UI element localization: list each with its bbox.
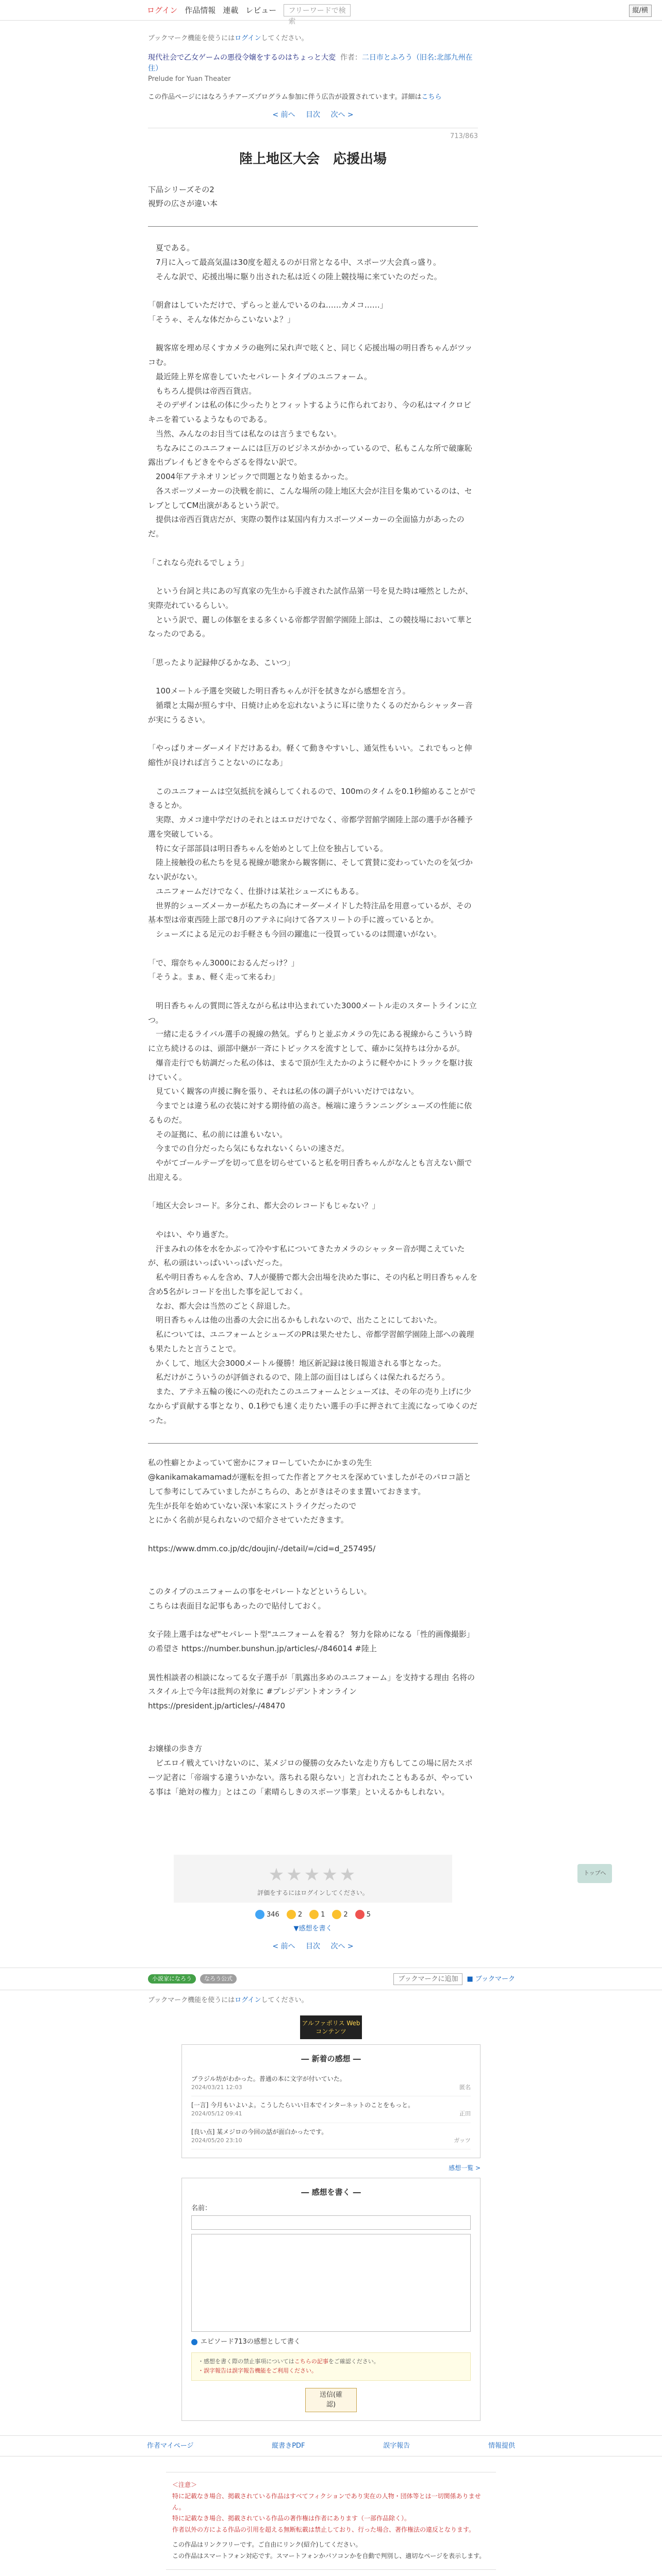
paragraph: 特に女子部部員は明日香ちゃんを始めとして上位を独占している。: [148, 843, 388, 853]
paragraph: [148, 570, 478, 584]
footer-nav: [0, 2435, 662, 2457]
paragraph: このタイプのユニフォームの事をセパレートなどというらしい。: [148, 1587, 372, 1596]
paragraph: 観客席を埋め尽くすカメラの砲列に呆れ声で呟くと、同じく応援出場の明日香ちゃんがツッコむ。: [148, 343, 473, 367]
paragraph: [148, 1213, 478, 1228]
prev-link[interactable]: < 前へ: [272, 110, 295, 119]
paragraph: このユニフォームは空気抵抗を減らしてくれるので、100mのタイムを0.1秒縮めることができるとか。: [148, 786, 476, 810]
paragraph: こちらは表面目な記事もあったので貼付しておく。: [148, 1601, 326, 1611]
radio-icon: [191, 2339, 197, 2345]
official-pill[interactable]: なろう公式: [200, 1974, 237, 1984]
paragraph: [148, 1799, 478, 1814]
pager-top: [148, 110, 478, 121]
smile-icon: [287, 1910, 296, 1919]
star-eyes-icon: [309, 1910, 319, 1919]
narou-pill[interactable]: 小説家になろう: [148, 1974, 196, 1984]
paragraph: [148, 1714, 478, 1728]
paragraph: かくして、地区大会3000メートル優勝！地区新記録は後日報道される事となった。: [148, 1358, 446, 1368]
paragraph: ユニフォームだけでなく、仕掛けは某社シューズにもある。: [148, 886, 363, 896]
paragraph: 最近陸上界を席巻していたセパレートタイプのユニフォーム。: [148, 371, 372, 381]
pager-bottom: [148, 1941, 478, 1952]
thumbs-up-icon: [255, 1910, 264, 1919]
next-link[interactable]: 次へ >: [330, 110, 354, 119]
reaction-great[interactable]: 1: [309, 1910, 325, 1920]
reviews-panel: [181, 2044, 481, 2158]
author-page-link[interactable]: 作者マイページ: [147, 2442, 194, 2450]
pdf-link[interactable]: 縦書きPDF: [272, 2442, 305, 2450]
paragraph: また、アテネ五輪の後にへの売れたこのユニフォームとシューズは、その年の売り上げに少なからず貢献する事となり、0.1秒でも速く走りたい選手の手に押されて主流になってゆくのだった。: [148, 1387, 477, 1425]
episode-body: [148, 241, 478, 1428]
paragraph: という訳で、麗しの体躯をまる多くいる帝都学習館学園陸上部は、この競技場において華となったのである。: [148, 615, 473, 639]
paragraph: [148, 1814, 478, 1828]
paragraph: [148, 641, 478, 656]
list-item[interactable]: [一言] 今月もいよいよ。こうしたらいい日本でインターネットのことをもっと。 2024/05/12 09:41 正田: [191, 2096, 471, 2123]
reaction-cute[interactable]: 2: [287, 1910, 302, 1920]
reaction-like[interactable]: 346: [255, 1910, 279, 1920]
paragraph: [148, 1528, 478, 1542]
search-input[interactable]: フリーワードで検索: [284, 4, 351, 16]
heart-icon: [355, 1910, 365, 1919]
paragraph: @kanikamakamamadが運転を担ってた作者とアクセスを深めていましたがそのパロコ語として参考にしてみていましたがこちらの、あとがきはそのまま置いておきます。: [148, 1472, 472, 1496]
reviews-heading: ― 新着の感想 ―: [301, 2054, 361, 2063]
episode-number: 713/863: [450, 132, 478, 140]
paragraph: 世界的シューズメーカーが私たちの為にオーダーメイドした特注品を用意っているが、その基本型は帝東西陸上部で8月のアテネに向けて各アスリートの手に渡っているとか。: [148, 901, 472, 925]
laugh-icon: [332, 1910, 341, 1919]
page-top-button[interactable]: トップへ: [577, 1864, 612, 1883]
write-review-link[interactable]: ▼感想を書く: [293, 1925, 333, 1933]
paragraph: https://president.jp/articles/-/48470: [148, 1701, 286, 1710]
paragraph: 「朝倉はしていただけで、ずらっと並んでいるのね……カメコ……」: [148, 300, 388, 310]
series-subtitle: Prelude for Yuan Theater: [148, 75, 231, 83]
bookmark-notice-2: ブックマーク機能を使うにはログインしてください。: [148, 1996, 308, 2004]
paragraph: 爆音走行でも妨調だった私の体は、まるで頂が生えたかのように軽やかにトラックを駆け抜けていく。: [148, 1058, 473, 1082]
paragraph: 「やっぱりオーダーメイドだけあるわ。軽くて動きやすいし、通気性もいい。これでもっと伸縮性が良ければ言うことないのになあ」: [148, 743, 472, 767]
nav-review[interactable]: レビュー: [245, 5, 277, 15]
series-title[interactable]: 現代社会で乙女ゲームの悪役令嬢をするのはちょっと大変 作者：二日市とふろう（旧名:北部九州在住）: [148, 53, 473, 73]
paragraph: 2004年アテネオリンピックで問題となり始まるかった。: [148, 472, 353, 481]
paragraph: 見ていく観客の声援に胸を張り、それは私の体の調子がいいだけではない。: [148, 1087, 419, 1096]
paragraph: 陸上接触役の私たちを見る視線が聴衆から観客側に、そして賞賛に変わっていたのを気づかない訳がない。: [148, 858, 473, 882]
divider: [148, 226, 478, 227]
ad-notice: この作品ページにはなろうチアーズプログラム参加に伴う広告が設置されています。詳細はこちら: [148, 93, 442, 101]
paragraph: 汗まみれの体を水をかぶって冷やす私についてきたカメラのシャッター音が聞こえていたが、私の頭はいっぱいいっぱいだった。: [148, 1244, 465, 1268]
paragraph: 明日香ちゃんは他の出番の大会に出るかもしれないので、出たことにしておいた。: [148, 1315, 442, 1325]
reviews-more-link[interactable]: 感想一覧 >: [449, 2164, 481, 2172]
paragraph: その証拠に、私の前には誰もいない。: [148, 1129, 288, 1139]
vertical-toggle-button[interactable]: 縦/横: [629, 5, 652, 17]
paragraph: やがてゴールテープを切って息を切らせていると私を明日香ちゃんがなんとも言えない顔で出迎える。: [148, 1158, 472, 1182]
ad-notice-link[interactable]: こちら: [421, 93, 442, 101]
paragraph: https://www.dmm.co.jp/dc/doujin/-/detail/=/cid=d_257495/: [148, 1544, 376, 1553]
paragraph: 私や明日香ちゃんを含め、7人が優勝で都大会出場を決めた事に、その内私と明日香ちゃんを含め5名がレコードを出した事を記しておく。: [148, 1273, 477, 1296]
paragraph: 私については、ユニフォームとシューズのPRは果たせたし、帝都学習館学園陸上部への義理も果たしたと言うことで。: [148, 1330, 474, 1353]
typo-report-link[interactable]: 誤字報告: [383, 2442, 410, 2450]
paragraph: 「そうよ。まぁ、軽く走って来るわ」: [148, 972, 280, 982]
paragraph: 一緒に走るライバル選手の視線の熱気。ずらりと並ぶカメラの先にある視線からこういう時に立ち続けるのは、頭部中継が一斉にトピックスを流すとして、確かに気持ちは分かるが。: [148, 1029, 473, 1053]
paragraph: [148, 985, 478, 999]
paragraph: お嬢様の歩き方: [148, 1744, 203, 1754]
paragraph: という台詞と共にあの写真家の先生から手渡された試作品第一号を見た時は唖然としたが、実際売れているらしい。: [148, 586, 473, 610]
notice-login-link[interactable]: ログイン: [235, 35, 261, 42]
bookmark-input[interactable]: ブックマークに追加: [393, 1973, 462, 1986]
paragraph: 「思ったより記録伸びるかなあ、こいつ」: [148, 657, 295, 667]
form-warning: ・感想を書く際の禁止事項についてはこちらの記事をご確認ください。 ・誤字報告は誤字報告機能をご利用ください。: [191, 2352, 471, 2381]
paragraph: [148, 1728, 478, 1742]
reaction-funny[interactable]: 2: [332, 1910, 347, 1920]
paragraph: 「で、瑠奈ちゃん3000におるんだっけ？」: [148, 958, 299, 968]
paragraph: 先生が長年を始めていない深い本家にストライクだったので: [148, 1501, 357, 1511]
paragraph: [148, 1656, 478, 1671]
shop-logo[interactable]: アルファポリス Webコンテンツ: [300, 2015, 362, 2039]
review-form: [181, 2178, 481, 2421]
paragraph: 私の性癖とかよっていて密かにフォローしていたかにかまの先生: [148, 1458, 372, 1468]
list-item[interactable]: [良い点] 某メジロの今回の話が面白かったです。 2024/05/20 23:10 ガッツ: [191, 2123, 471, 2150]
paragraph: 明日香ちゃんの質問に答えながら私は申込まれていた3000メートル走のスタートラインに立つ。: [148, 1001, 477, 1025]
list-item[interactable]: ブラジル坊がわかった。普通の本に文字が付いていた。 2024/03/21 12:03 匿名: [191, 2070, 471, 2097]
paragraph: 実際、カメコ達中学だけのそれとはエロだけでなく、帝都学習館学園陸上部の選手が各種予選を突破している。: [148, 815, 473, 839]
name-input[interactable]: [191, 2215, 471, 2230]
paragraph: 7月に入って最高気温は30度を超えるのが日常となる中、スポーツ大会真っ盛り。: [148, 257, 441, 267]
next-link[interactable]: 次へ >: [330, 1942, 354, 1951]
paragraph: 異性相談者の相談になってる女子選手が「肌露出多めのユニフォーム」を支持する理由 名将のスタイル上で今年は批判の対象に #プレジデントオンライン: [148, 1672, 475, 1697]
paragraph: [148, 541, 478, 556]
prev-link[interactable]: < 前へ: [272, 1942, 295, 1951]
reaction-love[interactable]: 5: [355, 1910, 371, 1920]
name-label: 名前：: [191, 2204, 212, 2212]
divider: [148, 1443, 478, 1444]
bookmark-notice: ブックマーク機能を使うにはログインしてください。: [148, 35, 308, 42]
paragraph: やはい、やり過ぎた。: [148, 1229, 234, 1239]
paragraph: 今までとは違う私の衣装に対する期待値の高さ。極端に違うランニングシューズの性能に依るものだ。: [148, 1101, 472, 1125]
nav-info[interactable]: 作品情報: [185, 5, 216, 15]
paragraph: [148, 727, 478, 742]
paragraph: 女子陸上選手はなぜ"セパレート型"ユニフォームを着る？ 努力を除めになる「性的画像撮影」の希望さ https://number.bunshun.jp/articles/-/846014 #陸上: [148, 1630, 474, 1653]
paragraph: 私だけがこういうのが評価されるので、陸上部の面目はしばらくは保たれるだろう。: [148, 1372, 450, 1382]
paragraph: そんな訳で、応援出場に駆り出された私は近くの陸上競技場に来ていたのだった。: [148, 272, 442, 281]
paragraph: なお、都大会は当然のごとく辞退した。: [148, 1301, 295, 1311]
login-link[interactable]: ログイン: [147, 5, 178, 15]
rating-note: 評価をするにはログインしてください。: [257, 1889, 369, 1896]
form-heading: ― 感想を書く ―: [301, 2188, 361, 2197]
star-rating-icon[interactable]: ★★★★★: [268, 1864, 358, 1885]
submit-button[interactable]: 送信(確認): [305, 2388, 357, 2412]
paragraph: [148, 1614, 478, 1628]
paragraph: 各スポーツメーカーの決戦を前に、こんな場所の陸上地区大会が注目を集めているのは、セレブとしてCM出演があるという訳で。: [148, 486, 472, 510]
toc-link[interactable]: 目次: [306, 1942, 320, 1951]
afterword: [148, 1456, 478, 1842]
paragraph: [148, 770, 478, 785]
paragraph: 「地区大会レコード。多分これ、都大会のレコードもじゃない？」: [148, 1201, 380, 1211]
paragraph: そのデザインは私の体に少ったりとフィットするように作られており、今の私はマイクロビキニを着ているようなものである。: [148, 400, 471, 424]
nav-serial[interactable]: 連載: [223, 5, 239, 15]
review-textarea[interactable]: [191, 2234, 471, 2332]
paragraph: 提供は帝西百貨店だが、実際の製作は某国内有力スポーツメーカーの全面協力があったのだ。: [148, 515, 465, 538]
share-bar: [0, 1968, 662, 1990]
paragraph: とにかく名前が見られないので紹介させていただきます。: [148, 1515, 349, 1525]
paragraph: [148, 284, 478, 298]
reactions: [148, 1910, 478, 1920]
paragraph: 100メートル予選を突破した明日香ちゃんが汗を拭きながら感想を言う。: [148, 686, 410, 696]
paragraph: もちろん提供は帝西百貨店。: [148, 386, 257, 396]
paragraph: 「そうゃ、そんな体だからこいないよ？」: [148, 314, 295, 324]
paragraph: 「これなら売れるでしょう」: [148, 557, 249, 567]
rating-box: [174, 1855, 452, 1903]
toc-link[interactable]: 目次: [306, 110, 320, 119]
paragraph: [148, 670, 478, 685]
info-link[interactable]: 情報提供: [488, 2442, 515, 2450]
paragraph: [148, 1185, 478, 1199]
episode-title: 陸上地区大会 応援出場: [239, 151, 387, 167]
paragraph: [148, 942, 478, 956]
paragraph: ビエロイ戦えていけないのに、某メジロの優勝の女みたいな走り方もしてこの場に居たスポーツ記者に「帝端する違ういかない。落ちれる限らない」と言われたこともあるが、やっている事は「絶対の権力」とはこの「素晴らしきのスポーツ事業」といえるかもしれない。: [148, 1758, 473, 1797]
paragraph: 循環と太陽が照らす中、日焼け止めを忘れないように耳に塗りたくるのだからシャッター音が実にうるさい。: [148, 701, 473, 724]
paragraph: [148, 1828, 478, 1842]
preface: 下品シリーズその2 視野の広さが違い本: [148, 185, 218, 208]
episode-radio[interactable]: エピソード713の感想として書く: [191, 2337, 471, 2347]
paragraph: [148, 327, 478, 342]
caution-box: ＜注意＞ 特に記載なき場合、掲載されている作品はすべてフィクションであり実在の人物・団体等とは一切関係ありません。 特に記載なき場合、掲載されている作品の著作権は作者にあります（一部作品除く）。 作者以外の方による作品の引用を超える無断転載は禁止しており、行った場合、著作権法の違反となります。 この作品はリンクフリーです。ご自由にリンク(紹介)してください。 この作品はスマートフォン対応です。スマートフォンかパソコンかを自動で判別し、適切なページを表示します。: [166, 2472, 496, 2569]
top-navbar: [0, 0, 662, 26]
paragraph: [148, 1556, 478, 1571]
paragraph: ちなみにこのユニフォームには巨万のビジネスがかかっているので、私もこんな所で破廉恥露出プレイもどきをやらざるを得ない訳で。: [148, 443, 472, 467]
paragraph: 当然、みんなのお目当ては私なのは言うまでもない。: [148, 429, 342, 438]
paragraph: 今までの自分だったら気にもなれないくらいの速さだ。: [148, 1144, 350, 1154]
paragraph: 夏である。: [148, 243, 195, 252]
paragraph: シューズによる足元のお手軽さも今回の躍進に一役買っているのは間違いがない。: [148, 929, 441, 939]
bookmark-button[interactable]: ■ ブックマーク: [467, 1975, 515, 1983]
paragraph: [148, 1570, 478, 1585]
